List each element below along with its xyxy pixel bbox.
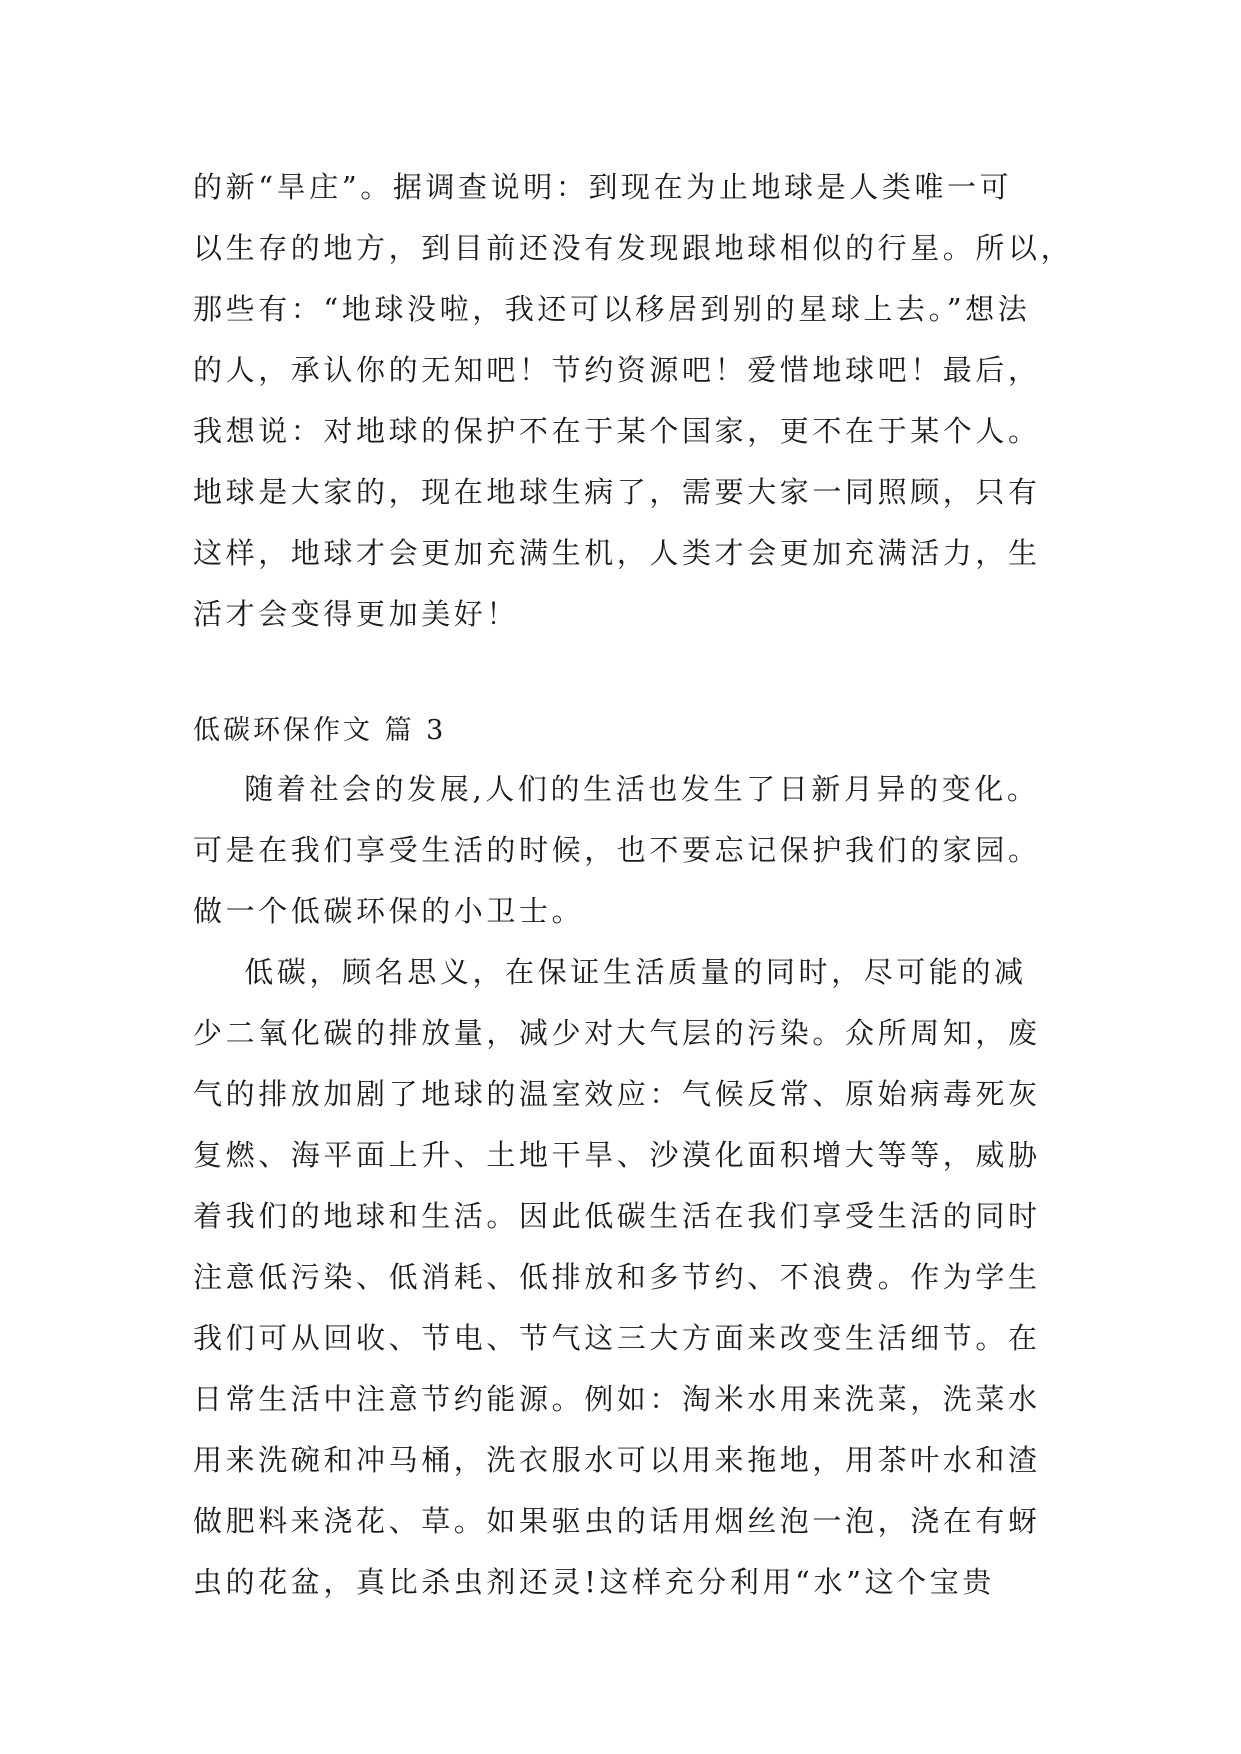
text-line: 这样，地球才会更加充满生机，人类才会更加充满活力，生 (193, 536, 1041, 570)
section-heading: 低碳环保作文 篇 3 (193, 715, 447, 746)
text-line: 的人，承认你的无知吧！节约资源吧！爱惜地球吧！最后， (193, 353, 1041, 387)
text-line: 地球是大家的，现在地球生病了，需要大家一同照顾，只有 (193, 475, 1041, 509)
text-line: 做肥料来浇花、草。如果驱虫的话用烟丝泡一泡，浇在有蚜 (193, 1504, 1041, 1538)
text-line: 活才会变得更加美好！ (193, 597, 520, 631)
text-line: 我们可从回收、节电、节气这三大方面来改变生活细节。在 (193, 1321, 1041, 1355)
text-line: 那些有：“地球没啦，我还可以移居到别的星球上去。”想法 (193, 292, 1031, 326)
text-line: 虫的花盆，真比杀虫剂还灵!这样充分利用“水”这个宝贵 (193, 1565, 995, 1599)
text-line: 复燃、海平面上升、土地干旱、沙漠化面积增大等等，威胁 (193, 1138, 1041, 1172)
text-line: 我想说：对地球的保护不在于某个国家，更不在于某个人。 (193, 414, 1041, 448)
text-line: 可是在我们享受生活的时候，也不要忘记保护我们的家园。 (193, 833, 1041, 867)
text-line: 做一个低碳环保的小卫士。 (193, 894, 585, 928)
text-line: 气的排放加剧了地球的温室效应：气候反常、原始病毒死灰 (193, 1077, 1041, 1111)
text-line: 随着社会的发展,人们的生活也发生了日新月异的变化。 (193, 772, 1040, 806)
text-line: 少二氧化碳的排放量，减少对大气层的污染。众所周知，废 (193, 1016, 1041, 1050)
text-line: 以生存的地方，到目前还没有发现跟地球相似的行星。所以， (193, 231, 1074, 265)
text-line: 日常生活中注意节约能源。例如：淘米水用来洗菜，洗菜水 (193, 1382, 1041, 1416)
text-line: 着我们的地球和生活。因此低碳生活在我们享受生活的同时 (193, 1199, 1041, 1233)
text-line: 注意低污染、低消耗、低排放和多节约、不浪费。作为学生 (193, 1260, 1041, 1294)
text-line: 的新“旱庄”。据调查说明：到现在为止地球是人类唯一可 (193, 170, 1013, 204)
text-line: 低碳，顾名思义，在保证生活质量的同时，尽可能的减 (193, 955, 1027, 989)
text-line: 用来洗碗和冲马桶，洗衣服水可以用来拖地，用茶叶水和渣 (193, 1443, 1041, 1477)
